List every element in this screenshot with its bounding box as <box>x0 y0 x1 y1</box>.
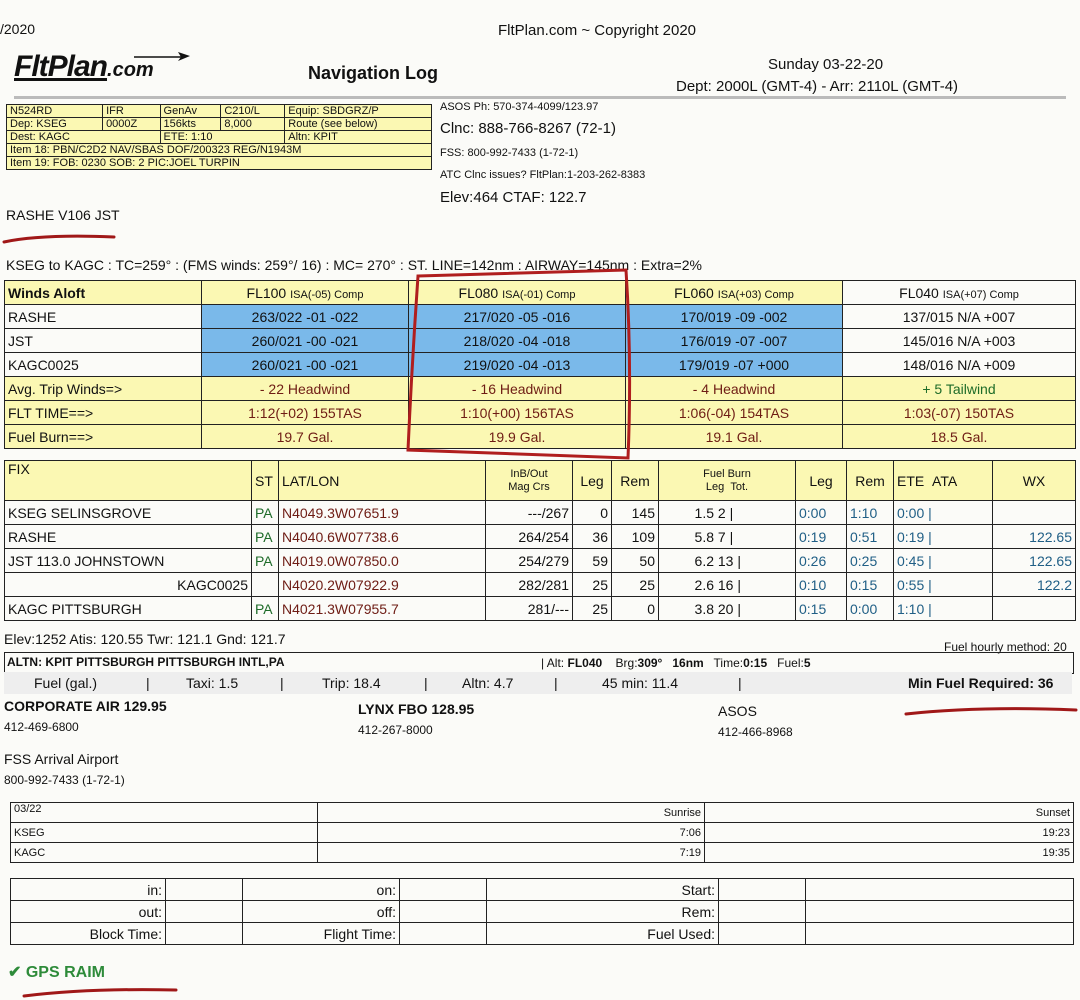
fuel-reserve: 45 min: 11.4 <box>602 675 679 691</box>
page-title: Navigation Log <box>308 63 438 83</box>
ete: ETE: 1:10 <box>160 131 285 144</box>
fix-state: PA <box>252 549 279 573</box>
col-latlon: LAT/LON <box>279 461 486 501</box>
route-note: Route (see below) <box>285 118 432 131</box>
departure: Dep: KSEG <box>7 118 103 131</box>
fix-wx: 122.65 <box>993 525 1076 549</box>
fl080-header: FL080 ISA(-01) Comp <box>409 281 626 305</box>
sunset-label: Sunset <box>705 803 1074 823</box>
fix-time-leg: 0:19 <box>796 525 847 549</box>
winds-row-label: RASHE <box>5 305 202 329</box>
col-wx: WX <box>993 461 1076 501</box>
time-on-label: on: <box>243 879 400 901</box>
wind-cell: 170/019 -09 -002 <box>626 305 843 329</box>
min-fuel-required: Min Fuel Required: 36 <box>908 675 1054 691</box>
fix-name: JST 113.0 JOHNSTOWN <box>5 549 252 573</box>
notes-field[interactable] <box>806 923 1074 945</box>
alternate-name: ALTN: KPIT PITTSBURGH PITTSBURGH INTL,PA <box>7 655 285 669</box>
time-in-label: in: <box>11 879 166 901</box>
fix-time-leg: 0:15 <box>796 597 847 621</box>
flight-rules: IFR <box>103 105 160 118</box>
dep-elev-ctaf: Elev:464 CTAF: 122.7 <box>440 189 587 206</box>
fix-wx <box>993 597 1076 621</box>
fix-latlon: N4049.3W07651.9 <box>279 501 486 525</box>
fuel-burn-cell: 19.7 Gal. <box>202 425 409 449</box>
wind-cell: 217/020 -05 -016 <box>409 305 626 329</box>
winds-title: Winds Aloft <box>5 281 202 305</box>
wind-cell: 176/019 -07 -007 <box>626 329 843 353</box>
airplane-icon <box>134 48 194 64</box>
wind-cell: 260/021 -00 -021 <box>202 329 409 353</box>
fix-leg: 36 <box>573 525 612 549</box>
fuel-start-field[interactable] <box>719 879 806 901</box>
fl060-header: FL060 ISA(+03) Comp <box>626 281 843 305</box>
flight-time-field[interactable] <box>400 923 487 945</box>
fuel-start-label: Start: <box>487 879 719 901</box>
fix-latlon: N4019.0W07850.0 <box>279 549 486 573</box>
fbo-phone: 412-267-8000 <box>358 723 433 737</box>
alternate-details: | Alt: FL040 Brg:309° 16nm Time:0:15 Fuel:5 <box>541 656 811 670</box>
winds-row-label: KAGC0025 <box>5 353 202 377</box>
fix-time-rem: 1:10 <box>847 501 894 525</box>
block-time-label: Block Time: <box>11 923 166 945</box>
fix-rem: 50 <box>612 549 659 573</box>
col-time-leg: Leg <box>796 461 847 501</box>
fix-fuel: 1.5 2 | <box>659 501 796 525</box>
fix-state: PA <box>252 597 279 621</box>
fss-phone: FSS: 800-992-7433 (1-72-1) <box>440 147 579 159</box>
avg-wind-cell: - 4 Headwind <box>626 377 843 401</box>
fuel-method: Fuel hourly method: 20 <box>944 640 1067 654</box>
hand-underline-min-fuel <box>900 700 1080 722</box>
fix-rem: 109 <box>612 525 659 549</box>
header-rule <box>14 96 1066 99</box>
fl100-header: FL100 ISA(-05) Comp <box>202 281 409 305</box>
notes-field[interactable] <box>806 901 1074 923</box>
winds-row-label: JST <box>5 329 202 353</box>
fix-wx: 122.2 <box>993 573 1076 597</box>
flt-time-cell: 1:10(+00) 156TAS <box>409 401 626 425</box>
col-st: ST <box>252 461 279 501</box>
table-row <box>11 823 1074 843</box>
item-18: Item 18: PBN/C2D2 NAV/SBAS DOF/200323 REG/N1943M <box>7 144 432 157</box>
wind-cell: 145/016 N/A +003 <box>843 329 1076 353</box>
col-time-rem: Rem <box>847 461 894 501</box>
fix-time-rem: 0:51 <box>847 525 894 549</box>
aircraft-id: N524RD <box>7 105 103 118</box>
fuel-rem-field[interactable] <box>719 901 806 923</box>
fix-rem: 25 <box>612 573 659 597</box>
wind-cell: 260/021 -00 -021 <box>202 353 409 377</box>
cruise-alt: 8,000 <box>221 118 285 131</box>
fix-rem: 0 <box>612 597 659 621</box>
fix-time-rem: 0:25 <box>847 549 894 573</box>
cruise-speed: 156kts <box>160 118 221 131</box>
table-row <box>5 597 1076 621</box>
fix-course: 282/281 <box>486 573 573 597</box>
fbo-name: LYNX FBO 128.95 <box>358 701 475 717</box>
wind-cell: 263/022 -01 -022 <box>202 305 409 329</box>
asos-phone-dest: 412-466-8968 <box>718 725 793 739</box>
aircraft-type: C210/L <box>221 105 285 118</box>
col-magcrs: InB/Out Mag Crs <box>486 461 573 501</box>
flt-time-label: FLT TIME==> <box>5 401 202 425</box>
table-row <box>5 501 1076 525</box>
wind-cell: 148/016 N/A +009 <box>843 353 1076 377</box>
table-row <box>5 549 1076 573</box>
col-fuelburn: Fuel Burn Leg Tot. <box>659 461 796 501</box>
hand-underline-raim <box>20 984 180 1000</box>
fix-course: 254/279 <box>486 549 573 573</box>
fix-leg: 25 <box>573 573 612 597</box>
fix-time-leg: 0:00 <box>796 501 847 525</box>
table-row <box>5 525 1076 549</box>
fltplan-logo: FltPlan.com <box>14 50 179 96</box>
gps-raim-label: GPS RAIM <box>25 964 105 981</box>
avg-wind-cell: - 22 Headwind <box>202 377 409 401</box>
fuel-burn-label: Fuel Burn==> <box>5 425 202 449</box>
day-date: Sunday 03-22-20 <box>768 56 884 73</box>
fix-course: ---/267 <box>486 501 573 525</box>
navlog-table <box>4 460 1076 621</box>
atc-clnc-issues: ATC Clnc issues? FltPlan:1-203-262-8383 <box>440 169 646 181</box>
gps-raim <box>8 962 105 982</box>
table-row <box>5 573 1076 597</box>
dest-info: Elev:1252 Atis: 120.55 Twr: 121.1 Gnd: 121.7 <box>4 631 286 647</box>
fix-time-rem: 0:00 <box>847 597 894 621</box>
col-ete-ata: ETE ATA <box>894 461 993 501</box>
flight-time-label: Flight Time: <box>243 923 400 945</box>
times-table <box>10 878 1074 945</box>
fix-name: KAGC0025 <box>5 573 252 597</box>
wind-cell: 219/020 -04 -013 <box>409 353 626 377</box>
fix-name: KSEG SELINSGROVE <box>5 501 252 525</box>
fix-rem: 145 <box>612 501 659 525</box>
fss-arrival-label: FSS Arrival Airport <box>4 751 119 767</box>
fuel-summary-row: Fuel (gal.) | Taxi: 1.5 | Trip: 18.4 | Altn: 4.7 | 45 min: 11.4 | Min Fuel Required: 36 <box>4 672 1072 694</box>
fss-arrival-phone: 800-992-7433 (1-72-1) <box>4 773 125 787</box>
sun-airport: KAGC <box>11 843 318 863</box>
clnc-phone: Clnc: 888-766-8267 (72-1) <box>440 120 616 137</box>
fix-latlon: N4020.2W07922.9 <box>279 573 486 597</box>
sunrise-time: 7:06 <box>318 823 705 843</box>
fuel-burn-cell: 19.1 Gal. <box>626 425 843 449</box>
fix-time-rem: 0:15 <box>847 573 894 597</box>
fix-fuel: 6.2 13 | <box>659 549 796 573</box>
fuel-trip: Trip: 18.4 <box>322 675 381 691</box>
col-rem: Rem <box>612 461 659 501</box>
avg-wind-cell: + 5 Tailwind <box>843 377 1076 401</box>
equipment: Equip: SBDGRZ/P <box>285 105 432 118</box>
print-date: /2020 <box>0 21 36 37</box>
fix-ete: 0:55 | <box>894 573 993 597</box>
fix-ete: 0:45 | <box>894 549 993 573</box>
alternate: Altn: KPIT <box>285 131 432 144</box>
fl040-header: FL040 ISA(+07) Comp <box>843 281 1076 305</box>
fix-leg: 59 <box>573 549 612 573</box>
fix-course: 264/254 <box>486 525 573 549</box>
block-time-field[interactable] <box>166 923 243 945</box>
fix-fuel: 5.8 7 | <box>659 525 796 549</box>
checkmark-icon: ✔ <box>8 964 22 981</box>
fix-fuel: 2.6 16 | <box>659 573 796 597</box>
destination: Dest: KAGC <box>7 131 161 144</box>
route-summary: KSEG to KAGC : TC=259° : (FMS winds: 259°/ 16) : MC= 270° : ST. LINE=142nm : AIRWAY=145nm : Extra=2% <box>6 257 702 273</box>
sunrise-label: Sunrise <box>318 803 705 823</box>
table-row <box>11 843 1074 863</box>
flight-type: GenAv <box>160 105 221 118</box>
avg-wind-cell: - 16 Headwind <box>409 377 626 401</box>
asos-phone: ASOS Ph: 570-374-4099/123.97 <box>440 101 599 113</box>
item-19: Item 19: FOB: 0230 SOB: 2 PIC:JOEL TURPIN <box>7 157 432 170</box>
wind-cell: 218/020 -04 -018 <box>409 329 626 353</box>
asos-label: ASOS <box>718 703 757 719</box>
time-out-label: out: <box>11 901 166 923</box>
time-off-label: off: <box>243 901 400 923</box>
fuel-used-label: Fuel Used: <box>487 923 719 945</box>
flight-info-box <box>6 104 432 170</box>
time-on-field[interactable] <box>400 879 487 901</box>
fix-ete: 0:19 | <box>894 525 993 549</box>
flt-time-cell: 1:03(-07) 150TAS <box>843 401 1076 425</box>
fuel-label: Fuel (gal.) <box>34 675 98 691</box>
sun-date: 03/22 <box>11 803 318 823</box>
hand-underline-route <box>2 228 122 246</box>
wind-cell: 137/015 N/A +007 <box>843 305 1076 329</box>
route: RASHE V106 JST <box>6 207 120 223</box>
fuel-used-field[interactable] <box>719 923 806 945</box>
fbo-name: CORPORATE AIR 129.95 <box>4 698 167 714</box>
fix-name: RASHE <box>5 525 252 549</box>
flt-time-cell: 1:06(-04) 154TAS <box>626 401 843 425</box>
time-out-field[interactable] <box>166 901 243 923</box>
alternate-row <box>4 652 1074 674</box>
sunrise-sunset-table <box>10 802 1074 863</box>
fix-latlon: N4040.6W07738.6 <box>279 525 486 549</box>
fix-time-leg: 0:10 <box>796 573 847 597</box>
fix-course: 281/--- <box>486 597 573 621</box>
fuel-burn-cell: 19.9 Gal. <box>409 425 626 449</box>
fix-ete: 1:10 | <box>894 597 993 621</box>
fuel-altn: Altn: 4.7 <box>462 675 514 691</box>
time-in-field[interactable] <box>166 879 243 901</box>
fix-wx <box>993 501 1076 525</box>
fuel-rem-label: Rem: <box>487 901 719 923</box>
notes-field[interactable] <box>806 879 1074 901</box>
copyright: FltPlan.com ~ Copyright 2020 <box>498 22 697 39</box>
time-off-field[interactable] <box>400 901 487 923</box>
fix-state <box>252 573 279 597</box>
col-fix: FIX <box>5 461 252 501</box>
fix-leg: 0 <box>573 501 612 525</box>
fix-fuel: 3.8 20 | <box>659 597 796 621</box>
fix-time-leg: 0:26 <box>796 549 847 573</box>
flt-time-cell: 1:12(+02) 155TAS <box>202 401 409 425</box>
sun-airport: KSEG <box>11 823 318 843</box>
dep-time: 0000Z <box>103 118 160 131</box>
sunset-time: 19:23 <box>705 823 1074 843</box>
fix-state: PA <box>252 525 279 549</box>
fix-state: PA <box>252 501 279 525</box>
fuel-burn-cell: 18.5 Gal. <box>843 425 1076 449</box>
fix-leg: 25 <box>573 597 612 621</box>
col-leg: Leg <box>573 461 612 501</box>
fix-name: KAGC PITTSBURGH <box>5 597 252 621</box>
sunset-time: 19:35 <box>705 843 1074 863</box>
avg-winds-label: Avg. Trip Winds=> <box>5 377 202 401</box>
sunrise-time: 7:19 <box>318 843 705 863</box>
fix-latlon: N4021.3W07955.7 <box>279 597 486 621</box>
fix-wx: 122.65 <box>993 549 1076 573</box>
hand-circle-fl080 <box>400 262 640 472</box>
fuel-taxi: Taxi: 1.5 <box>186 675 239 691</box>
fbo-phone: 412-469-6800 <box>4 720 79 734</box>
wind-cell: 179/019 -07 +000 <box>626 353 843 377</box>
dept-arr-times: Dept: 2000L (GMT-4) - Arr: 2110L (GMT-4) <box>676 78 959 95</box>
fix-ete: 0:00 | <box>894 501 993 525</box>
